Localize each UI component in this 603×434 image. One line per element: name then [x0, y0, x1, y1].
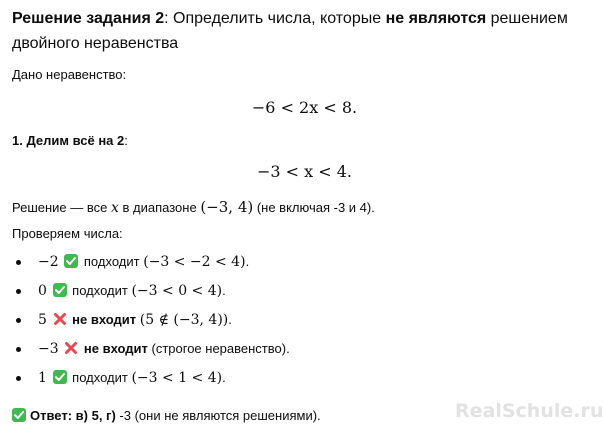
- solution-suffix: (не включая -3 и 4).: [253, 200, 375, 215]
- check-value: 1: [38, 370, 47, 386]
- check-detail: (5 ∉ (−3, 4)): [139, 312, 229, 328]
- check-tail: .: [222, 283, 226, 298]
- solution-prefix: Решение — все: [12, 200, 111, 215]
- check-tail: .: [222, 370, 226, 385]
- title-mid: : Определить числа, которые: [164, 10, 386, 27]
- given-label: Дано неравенство:: [12, 67, 127, 82]
- inequality-divided: −3 < x < 4.: [256, 162, 353, 181]
- check-status: не входит: [83, 341, 148, 356]
- title-bold-mid: не являются: [385, 10, 487, 27]
- check-tail: .: [245, 254, 250, 269]
- watermark: RealSchule.ru: [455, 400, 603, 422]
- check-item: [12, 282, 597, 300]
- solution-title: [12, 6, 597, 56]
- answer-label: Ответ: в) 5, г): [30, 408, 116, 423]
- check-item: [12, 311, 597, 329]
- check-value: 5: [38, 312, 47, 328]
- check-value: 0: [38, 283, 47, 299]
- title-bold-prefix: Решение задания 2: [12, 10, 165, 27]
- answer-rest: -3 (они не являются решениями).: [115, 408, 321, 423]
- step-1-bold: 1. Делим всё на 2: [12, 133, 125, 148]
- check-status: подходит: [72, 283, 128, 298]
- check-detail: (строгое неравенство): [151, 341, 287, 356]
- check-status: подходит: [83, 254, 140, 269]
- check-item: [12, 340, 597, 358]
- solution-range-text: [12, 198, 597, 217]
- check-detail: (−3 < 1 < 4): [131, 370, 223, 386]
- check-detail: (−3 < 0 < 4): [131, 283, 223, 299]
- check-mark-icon: [53, 283, 67, 297]
- check-mark-icon: [64, 254, 78, 268]
- solution-middle: в диапазоне: [118, 200, 201, 215]
- cross-mark-icon: [64, 341, 78, 355]
- check-value: −3: [38, 341, 59, 357]
- check-tail: .: [228, 312, 232, 327]
- check-item: [12, 369, 597, 387]
- check-status: не входит: [72, 312, 137, 327]
- solution-var: x: [111, 200, 119, 216]
- solution-interval: (−3, 4): [200, 198, 254, 216]
- bullet-dot: [16, 289, 21, 294]
- checks-list: [12, 253, 597, 387]
- solution-page: [12, 6, 597, 425]
- check-mark-icon: [53, 370, 67, 384]
- cross-mark-icon: [53, 312, 67, 326]
- answer-check-icon: [12, 408, 26, 422]
- inequality-display: −6 < 2x < 8.: [251, 98, 358, 117]
- check-label: Проверяем числа:: [12, 226, 123, 241]
- bullet-dot: [16, 318, 21, 323]
- bullet-dot: [16, 347, 21, 352]
- check-value: −2: [38, 254, 59, 270]
- check-detail: (−3 < −2 < 4): [143, 254, 246, 270]
- title-suffix: решением двойного неравенства: [12, 10, 568, 52]
- bullet-dot: [16, 376, 21, 381]
- step-1-colon: :: [124, 133, 128, 148]
- step-1-label: [12, 132, 597, 150]
- bullet-dot: [16, 260, 21, 265]
- check-tail: .: [286, 341, 290, 356]
- check-status: подходит: [72, 370, 128, 385]
- check-item: [12, 253, 597, 271]
